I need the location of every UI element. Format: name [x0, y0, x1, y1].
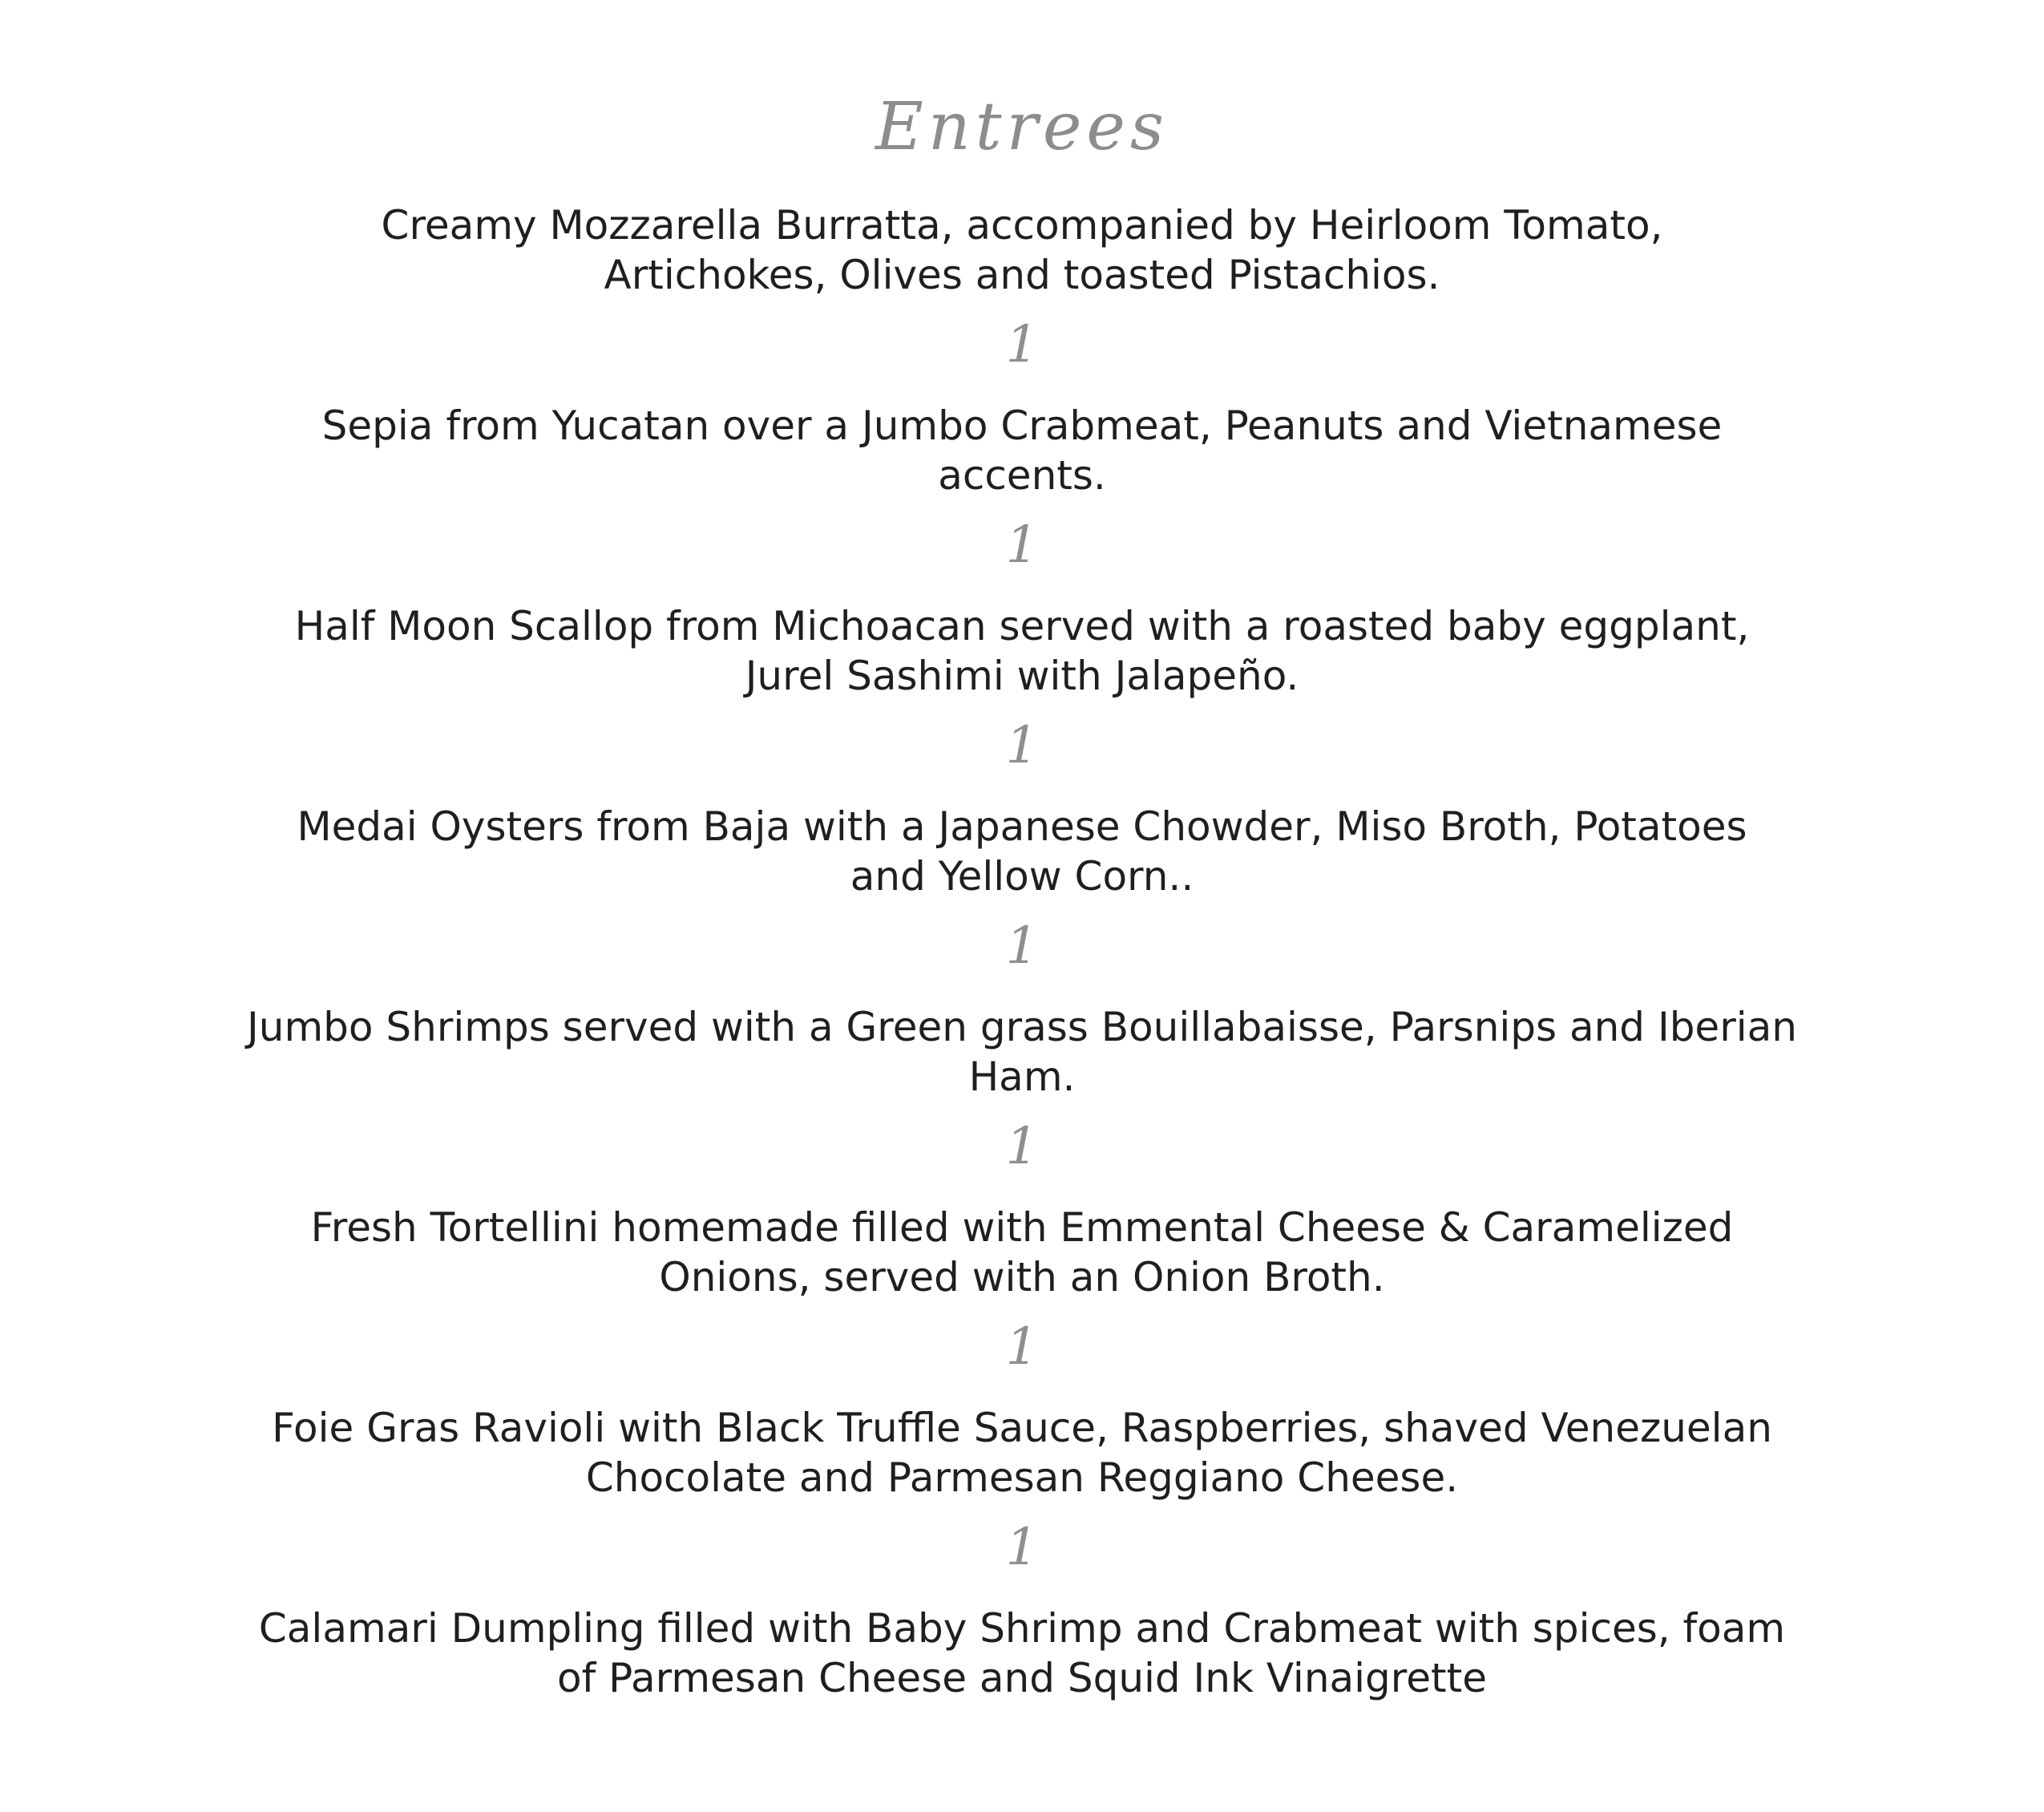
- entree-item: [240, 601, 1804, 701]
- entree-line: Chocolate and Parmesan Reggiano Cheese.: [585, 1454, 1459, 1501]
- entree-line: of Parmesan Cheese and Squid Ink Vinaigrette: [557, 1655, 1487, 1701]
- entree-line: Calamari Dumpling filled with Baby Shrimp and Crabmeat with spices, foam: [258, 1605, 1786, 1652]
- entree-line: Jumbo Shrimps served with a Green grass Bouillabaisse, Parsnips and Iberian: [247, 1004, 1797, 1050]
- entree-line: Creamy Mozzarella Burratta, accompanied by Heirloom Tomato,: [381, 202, 1663, 249]
- entree-line: Fresh Tortellini homemade filled with Emmental Cheese & Caramelized: [310, 1204, 1734, 1251]
- entree-item: [240, 1604, 1804, 1703]
- entree-line: Ham.: [968, 1054, 1076, 1100]
- entree-item: [240, 1203, 1804, 1302]
- entree-line: Sepia from Yucatan over a Jumbo Crabmeat, Peanuts and Vietnamese: [321, 402, 1723, 449]
- entree-item: [240, 401, 1804, 500]
- entree-item: [240, 1403, 1804, 1503]
- separator-mark: 1: [1005, 916, 1039, 976]
- entree-line: Half Moon Scallop from Michoacan served with a roasted baby eggplant,: [294, 603, 1750, 649]
- entree-line: Foie Gras Ravioli with Black Truffle Sauce, Raspberries, shaved Venezuelan: [272, 1405, 1772, 1451]
- entree-item: [240, 1002, 1804, 1102]
- entree-item: [240, 200, 1804, 300]
- entree-line: Artichokes, Olives and toasted Pistachios.: [604, 252, 1440, 298]
- entree-line: and Yellow Corn..: [850, 853, 1194, 900]
- entree-line: accents.: [938, 452, 1106, 499]
- separator-mark: 1: [1005, 1317, 1039, 1377]
- separator-mark: 1: [1005, 1117, 1039, 1176]
- entree-item: [240, 802, 1804, 901]
- entree-line: Onions, served with an Onion Broth.: [659, 1254, 1385, 1300]
- page-title: Entrees: [875, 89, 1169, 165]
- separator-mark: 1: [1005, 516, 1039, 575]
- entree-line: Medai Oysters from Baja with a Japanese Chowder, Miso Broth, Potatoes: [297, 803, 1747, 850]
- separator-mark: 1: [1005, 315, 1039, 374]
- separator-mark: 1: [1005, 1518, 1039, 1577]
- entree-line: Jurel Sashimi with Jalapeño.: [745, 653, 1299, 699]
- separator-mark: 1: [1005, 716, 1039, 775]
